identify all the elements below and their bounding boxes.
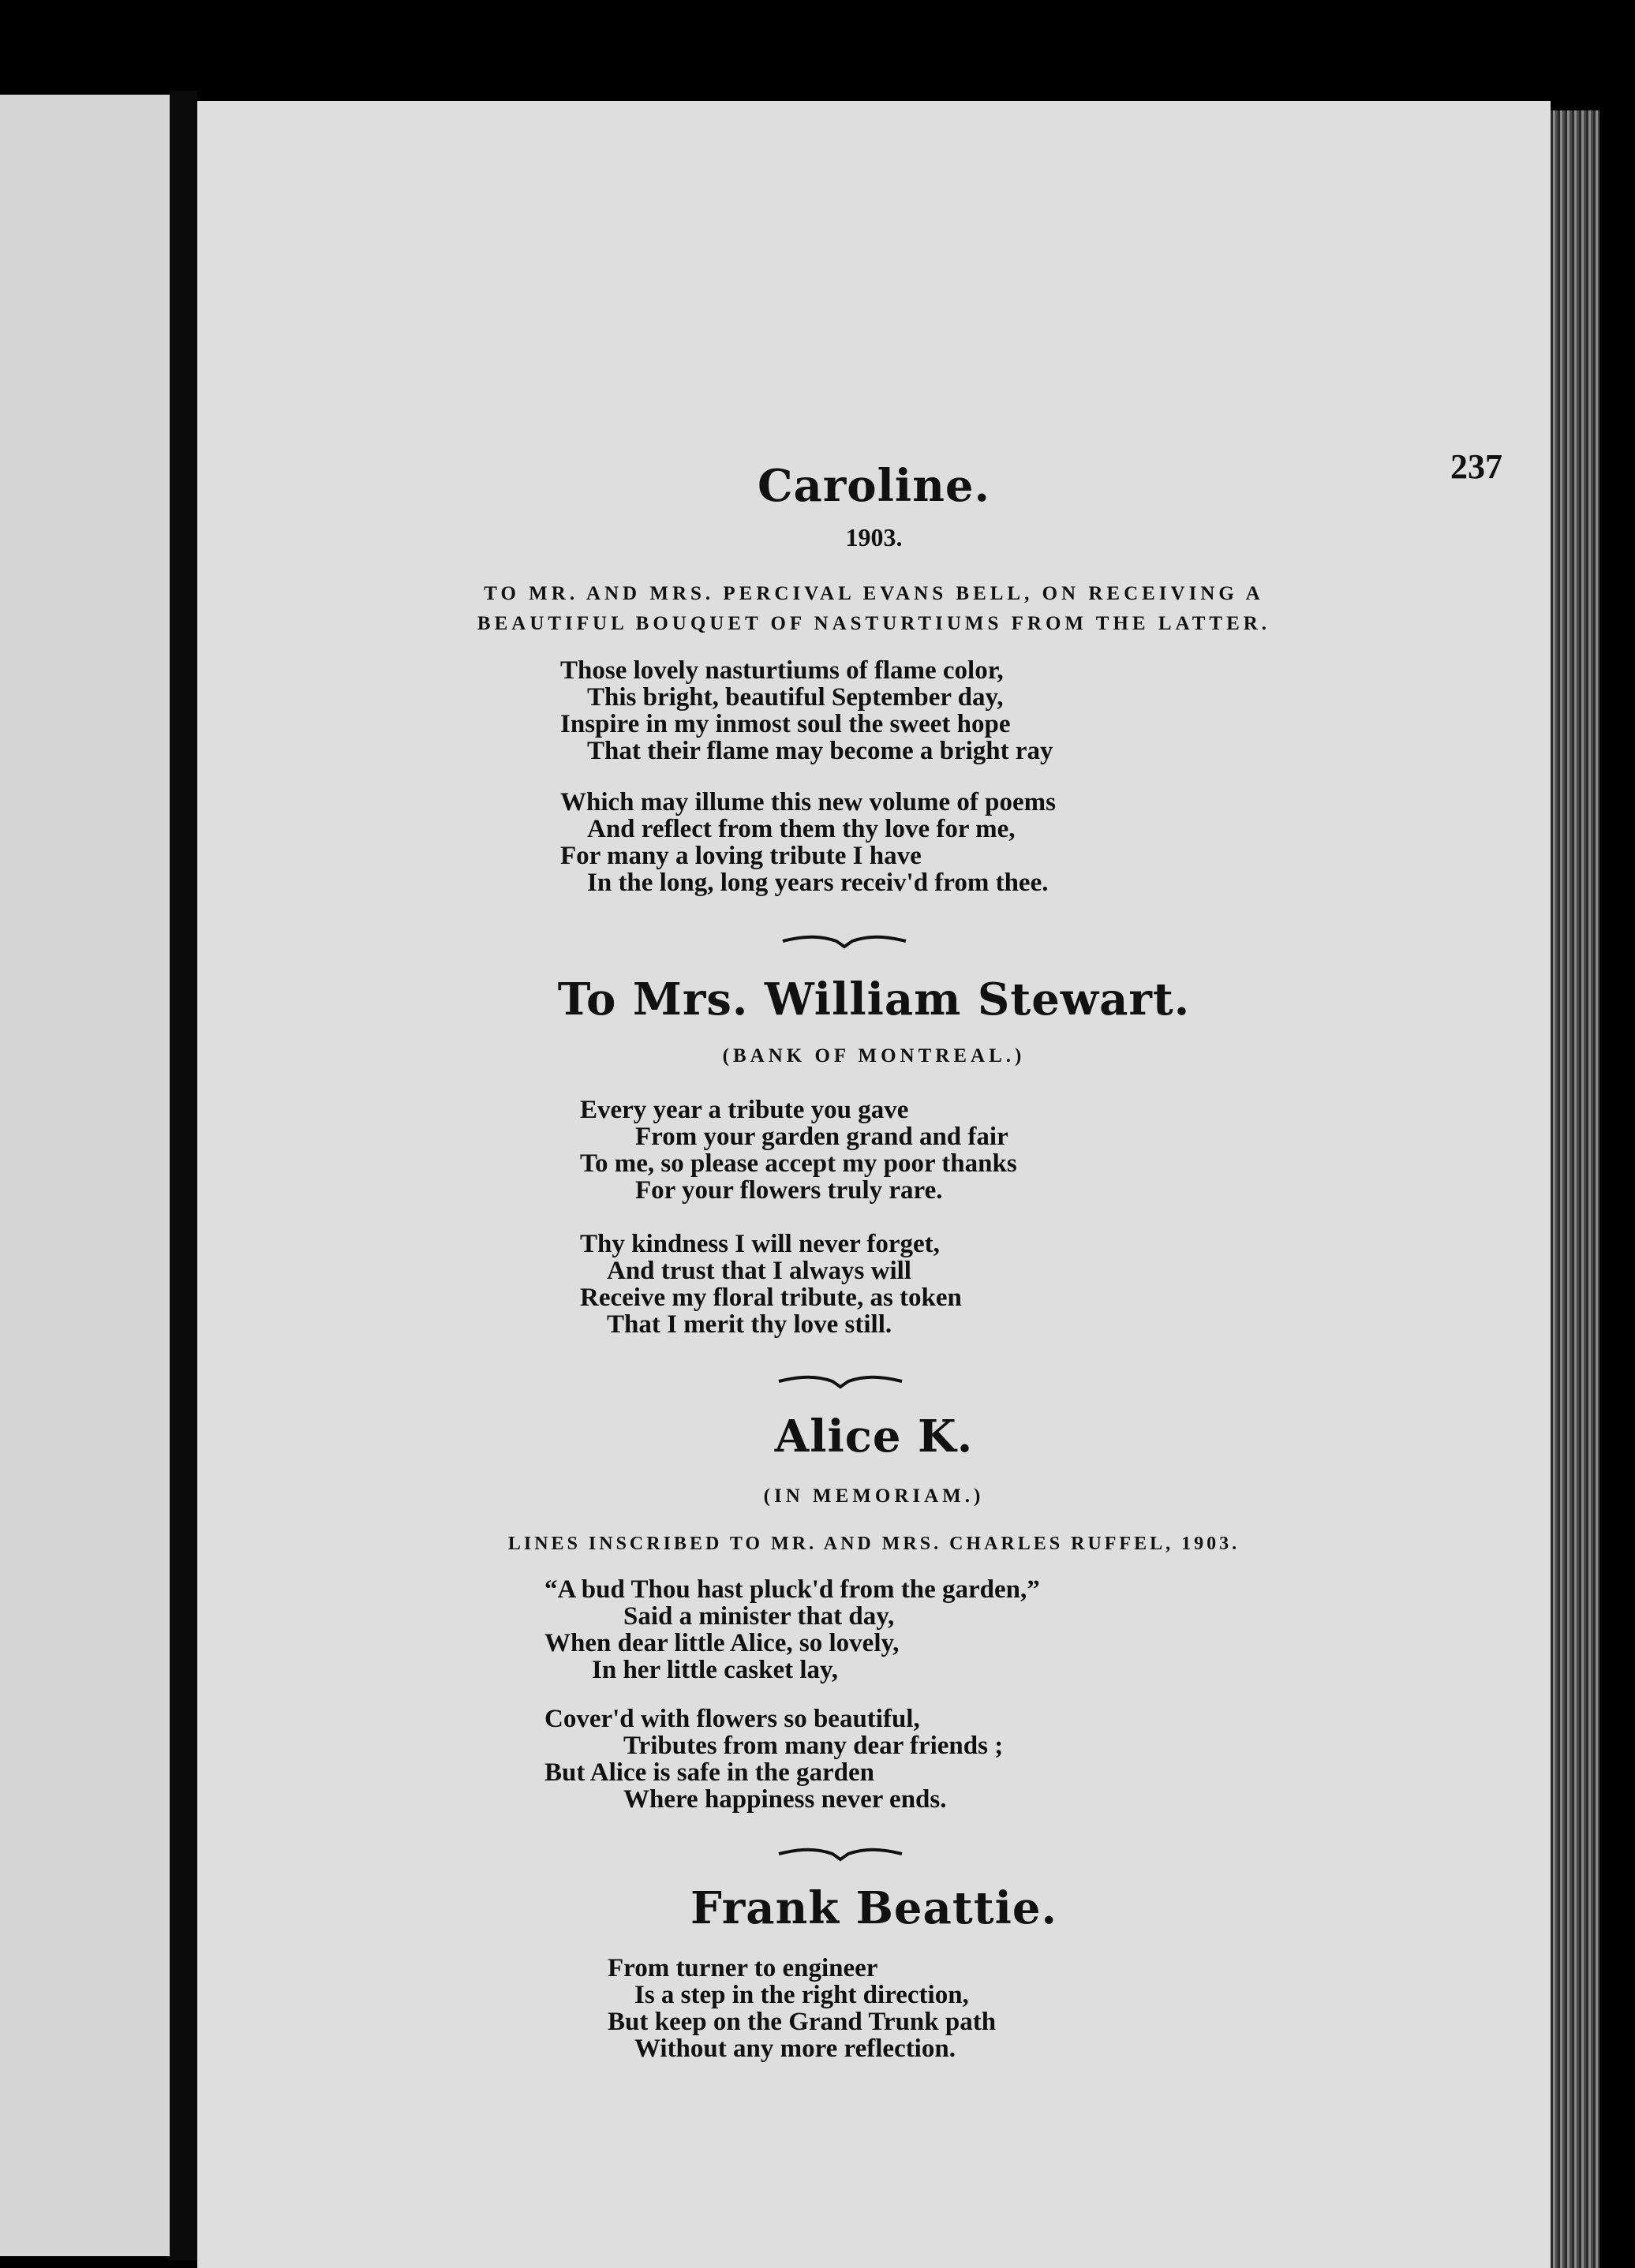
verse-line: And trust that I always will [607, 1257, 911, 1285]
verse-line: Receive my floral tribute, as token [580, 1283, 962, 1312]
verse-line: In her little casket lay, [592, 1656, 838, 1684]
stanza-alice-2 [544, 1706, 1003, 1813]
poem-title-stewart: To Mrs. William Stewart. [557, 973, 1191, 1026]
stanza-beattie-1 [608, 1955, 996, 2062]
verse-line: Those lovely nasturtiums of flame color, [560, 656, 1004, 685]
poem-subtitle-stewart: (BANK OF MONTREAL.) [722, 1045, 1026, 1067]
verse-line: Without any more reflection. [634, 2034, 956, 2063]
verse-line: But keep on the Grand Trunk path [608, 2008, 997, 2036]
verse-line: Is a step in the right direction, [634, 1981, 969, 2009]
verse-line: This bright, beautiful September day, [587, 683, 1004, 712]
verse-line: And reflect from them thy love for me, [587, 815, 1016, 843]
verse-line: “A bud Thou hast pluck'd from the garden,” [544, 1575, 1040, 1604]
verse-line: But Alice is safe in the garden [544, 1758, 874, 1787]
stanza-caroline-1 [560, 657, 1053, 764]
book-spine [170, 91, 197, 2260]
stanza-caroline-2 [560, 789, 1056, 896]
poem-title-beattie: Frank Beattie. [690, 1882, 1057, 1934]
section-divider-ornament [777, 1842, 904, 1866]
stanza-stewart-2 [580, 1231, 962, 1338]
dedication-line: TO MR. AND MRS. PERCIVAL EVANS BELL, ON RECEIVING A [484, 583, 1264, 604]
verse-line: When dear little Alice, so lovely, [544, 1629, 900, 1657]
verse-line: For your flowers truly rare. [635, 1176, 943, 1205]
poem-title-alice: Alice K. [774, 1410, 974, 1463]
verse-line: Where happiness never ends. [623, 1785, 947, 1814]
verse-line: Said a minister that day, [623, 1602, 895, 1631]
dedication-line: BEAUTIFUL BOUQUET OF NASTURTIUMS FROM THE LATTER. [477, 613, 1271, 634]
verse-line: From your garden grand and fair [635, 1123, 1008, 1151]
verse-line: Tributes from many dear friends ; [623, 1732, 1004, 1760]
dedication-caroline [197, 579, 1551, 639]
stanza-alice-1 [544, 1576, 1040, 1683]
verse-line: That I merit thy love still. [607, 1310, 892, 1339]
verse-line: Which may illume this new volume of poems [560, 788, 1056, 816]
verse-line: To me, so please accept my poor thanks [580, 1149, 1017, 1178]
verse-line: Inspire in my inmost soul the sweet hope [560, 710, 1011, 738]
verse-line: Cover'd with flowers so beautiful, [544, 1705, 920, 1733]
section-divider-ornament [777, 1369, 904, 1393]
page-stack-edge [1551, 110, 1599, 2268]
book-page [197, 101, 1551, 2268]
page-number: 237 [1450, 447, 1502, 486]
verse-line: Every year a tribute you gave [580, 1096, 909, 1124]
poem-subtitle-alice: (IN MEMORIAM.) [763, 1485, 985, 1507]
poem-year-caroline: 1903. [845, 523, 903, 551]
verse-line: Thy kindness I will never forget, [580, 1230, 940, 1258]
dedication-alice: LINES INSCRIBED TO MR. AND MRS. CHARLES RUFFEL, 1903. [507, 1534, 1240, 1554]
facing-page-edge [0, 95, 170, 2256]
verse-line: For many a loving tribute I have [560, 842, 922, 870]
section-divider-ornament [781, 929, 907, 953]
stanza-stewart-1 [580, 1097, 1017, 1204]
verse-line: That their flame may become a bright ray [587, 737, 1053, 765]
verse-line: In the long, long years receiv'd from thee. [587, 869, 1049, 897]
verse-line: From turner to engineer [608, 1954, 878, 1982]
poem-title-caroline: Caroline. [757, 460, 991, 512]
